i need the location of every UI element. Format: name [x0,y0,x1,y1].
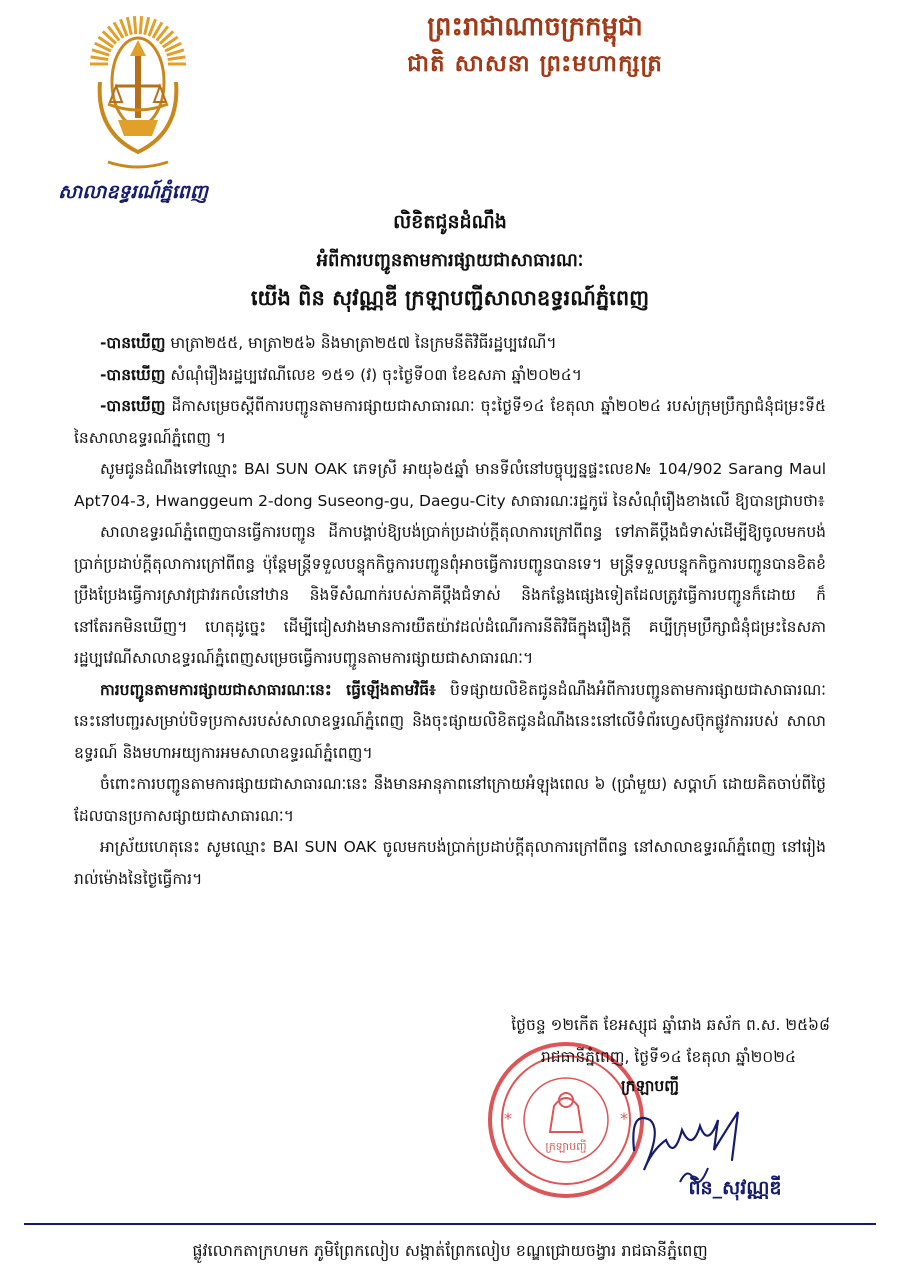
court-name: សាលាឧទ្ធរណ៍ភ្នំពេញ [58,181,208,203]
paragraph: សាលាឧទ្ធរណ៍ភ្នំពេញបានធ្វើការបញ្ជូន ដីកាបង្គាប់ឱ្យបង់ប្រាក់ប្រដាប់ក្តីតុលាការក្រៅពីពន្ធ ទៅភាគីប្តឹងជំទាស់ដើម្បីឱ្យចូលមកបង់ប្រាក់ប្រដាប់ក្តីតុលាការក្រៅពីពន្ធ ប៉ុន្តែមន្ត្រីទទួលបន្ទុកកិច្ចការបញ្ជូនពុំអាចធ្វើការបញ្ជូនបានទេ។ មន្ត្រីទទួលបន្ទុកកិច្ចការបញ្ជូនបានខិតខំប្រឹងប្រែងធ្វើការស្រាវជ្រាវរកលំនៅឋាន និងទីសំណាក់របស់ភាគីប្តឹងជំទាស់ និងកន្លែងផ្សេងទៀតដែលត្រូវធ្វើការបញ្ជូនក៏ដោយ ក៏នៅតែរកមិនឃើញ។ ហេតុដូច្នេះ ដើម្បីជៀសវាងមានការយឺតយ៉ាវដល់ដំណើរការនីតិវិធីក្នុងរឿងក្តី គប្បីក្រុមប្រឹក្សាជំនុំជម្រះនៃសភារដ្ឋប្បវេណីសាលាឧទ្ធរណ៍ភ្នំពេញសម្រេចធ្វើការបញ្ជូនតាមការផ្សាយជាសាធារណៈ។ [74,523,826,667]
letter-title: លិខិតជូនដំណឹង [393,211,507,233]
footer-address: ផ្លូវលោកតាក្រហមក ភូមិព្រែកលៀប សង្កាត់ព្រែកលៀប ខណ្ឌជ្រោយចង្វារ រាជធានីភ្នំពេញ [192,1241,708,1260]
lunar-date: ថ្ងៃចន្ទ ១២កើត ខែអស្សុជ ឆ្នាំរោង ឆស័ក ព.ស. ២៥៦៨ [511,1016,830,1034]
svg-text:*: * [620,1109,628,1128]
footer-divider [24,1223,876,1225]
paragraph: -បានឃើញ ដីកាសម្រេចស្តីពីការបញ្ជូនតាមការផ្សាយជាសាធារណៈ ចុះថ្ងៃទី១៤ ខែតុលា ឆ្នាំ២០២៤ របស់ក្រុមប្រឹក្សាជំនុំជម្រះទី៥ នៃសាលាឧទ្ធរណ៍ភ្នំពេញ ។ [74,397,826,447]
issuer-line: យើង ពិន សុវណ្ណឌី ក្រឡាបញ្ជីសាលាឧទ្ធរណ៍ភ្នំពេញ [250,286,650,310]
paragraph: ការបញ្ជូនតាមការផ្សាយជាសាធារណៈនេះ ធ្វើឡើងតាមវិធី៖ បិទផ្សាយលិខិតជូនដំណឹងអំពីការបញ្ជូនតាមការផ្សាយជាសាធារណៈនេះនៅបញ្ជរសម្រាប់បិទប្រកាសរបស់សាលាឧទ្ធរណ៍ភ្នំពេញ និងចុះផ្សាយលិខិតជូនដំណឹងនេះនៅលើទំព័រហ្វេសប៊ុកផ្លូវការរបស់ សាលាឧទ្ធរណ៍ និងមហាអយ្យការអមសាលាឧទ្ធរណ៍ភ្នំពេញ។ [74,680,826,762]
paragraph: ចំពោះការបញ្ជូនតាមការផ្សាយជាសាធារណៈនេះ នឹងមានអានុភាពនៅក្រោយអំឡុងពេល ៦ (ប្រាំមួយ) សប្តាហ៍ ដោយគិតចាប់ពីថ្ងៃដែលបានប្រកាសផ្សាយជាសាធារណៈ។ [74,775,826,825]
emblem-ray [91,57,109,60]
emblem-ray [168,57,186,60]
signer-role: ក្រឡាបញ្ជី [621,1077,679,1095]
national-motto: ជាតិ សាសនា ព្រះមហាក្សត្រ [407,51,663,77]
letter-body [74,328,826,895]
emblem-ray [134,16,135,34]
solar-date: រាជធានីភ្នំពេញ, ថ្ងៃទី១៤ ខែតុលា ឆ្នាំ២០២៤ [540,1048,796,1066]
paragraph: -បានឃើញ សំណុំរឿងរដ្ឋប្បវេណីលេខ ១៥១ (វ) ចុះថ្ងៃទី០៣ ខែឧសភា ឆ្នាំ២០២៤។ [100,365,582,384]
stamp-text: ក្រឡាបញ្ជី [545,1140,587,1153]
emblem-ray [167,50,184,55]
svg-text:*: * [504,1109,512,1128]
emblem-ray [140,16,141,34]
emblem-ray [145,17,149,35]
letter-subtitle: អំពីការបញ្ជូនតាមការផ្សាយជាសាធារណៈ [316,250,584,271]
emblem-ray [92,50,109,55]
court-emblem-icon [78,12,198,172]
emblem-ray [127,17,131,35]
paragraph: -បានឃើញ មាត្រា២៥៥, មាត្រា២៥៦ និងមាត្រា២៥៧ នៃក្រមនីតិវិធីរដ្ឋប្បវេណី។ [100,334,557,352]
kingdom-heading: ព្រះរាជាណាចក្រកម្ពុជា [427,12,643,42]
paragraph: អាស្រ័យហេតុនេះ សូមឈ្មោះ BAI SUN OAK ចូលមកបង់ប្រាក់ប្រដាប់ក្តីតុលាការក្រៅពីពន្ធ នៅសាលាឧទ្ធរណ៍ភ្នំពេញ នៅរៀងរាល់ម៉ោងនៃថ្ងៃធ្វើការ។ [74,838,826,888]
paragraph: សូមជូនដំណឹងទៅឈ្មោះ BAI SUN OAK ភេទស្រី អាយុ៦៥ឆ្នាំ មានទីលំនៅបច្ចុប្បន្នផ្ទះលេខ№ 104/902 Sarang Maul Apt704-3, Hwanggeum 2-dong Suseong-gu, Daegu-City សាធារណៈរដ្ឋកូរ៉េ នៃសំណុំរឿងខាងលើ ឱ្យបានជ្រាបថា៖ [74,460,826,510]
signer-name: ពិន_សុវណ្ណឌី [688,1177,782,1199]
